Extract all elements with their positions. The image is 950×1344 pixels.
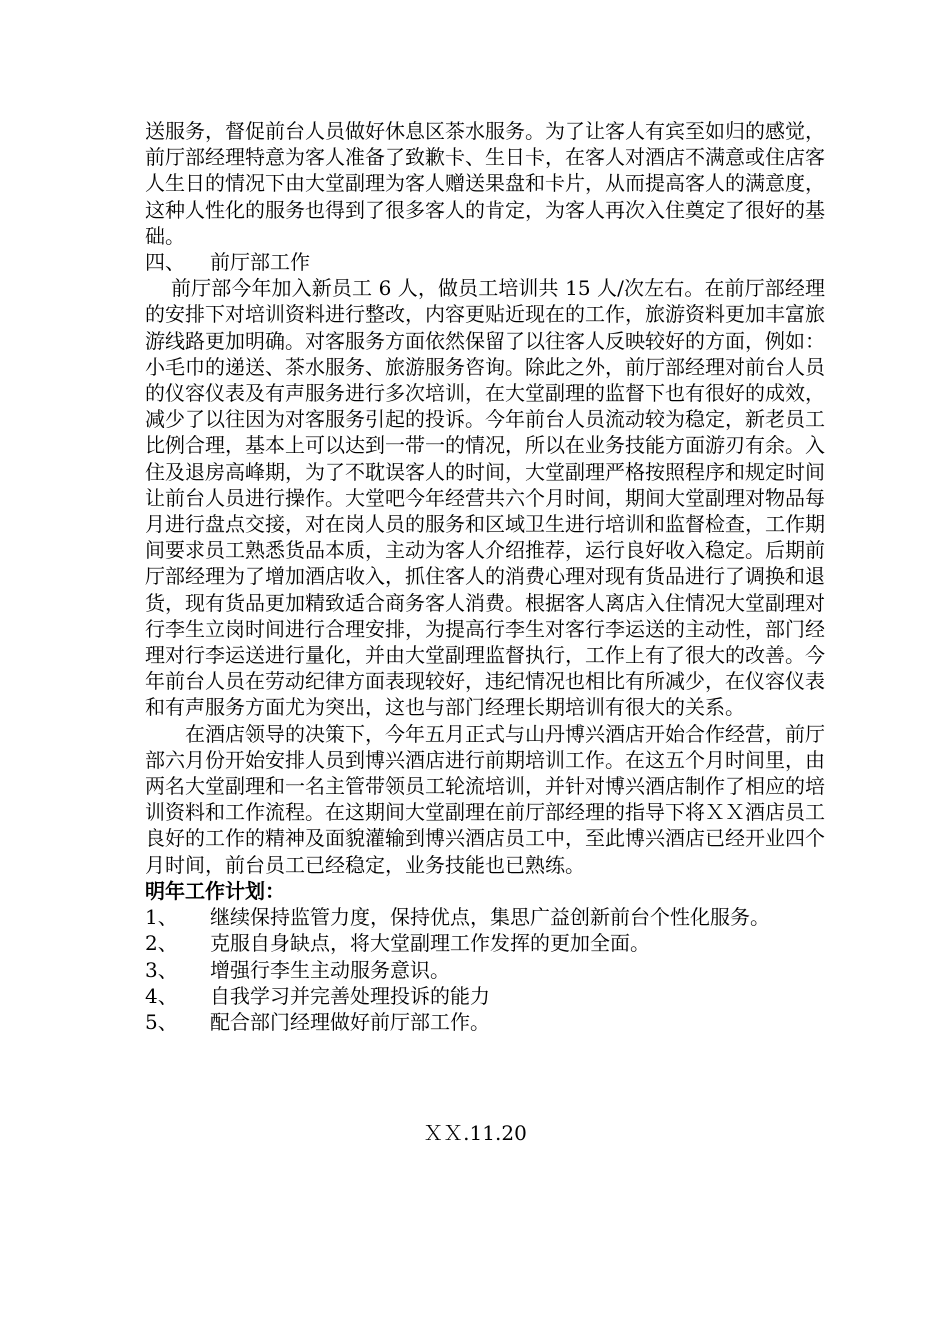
list-item-number: 1、	[145, 905, 178, 930]
list-item-text: 自我学习并完善处理投诉的能力	[210, 983, 490, 1008]
list-item-text: 克服自身缺点，将大堂副理工作发挥的更加全面。	[210, 931, 650, 956]
document-body	[145, 118, 825, 1035]
list-item-number: 3、	[145, 957, 178, 982]
section-title: 前厅部工作	[210, 250, 310, 275]
section-heading-front-office	[145, 249, 825, 275]
list-item-text: 继续保持监管力度，保持优点，集思广益创新前台个性化服务。	[210, 905, 770, 930]
paragraph-intro: 送服务，督促前台人员做好休息区茶水服务。为了让客人有宾至如归的感觉，前厅部经理特意为客人准备了致歉卡、生日卡，在客人对酒店不满意或住店客人生日的情况下由大堂副理为客人赠送果盘和卡片，从而提高客人的满意度，这种人性化的服务也得到了很多客人的肯定，为客人再次入住奠定了很好的基础。	[145, 119, 825, 248]
list-item	[145, 983, 825, 1009]
paragraph-front-office-work: 前厅部今年加入新员工 6 人，做员工培训共 15 人/次左右。在前厅部经理的安排下对培训资料进行整改，内容更贴近现在的工作，旅游资料更加丰富旅游线路更加明确。对客服务方面依然保留了以往客人反映较好的方面，例如：小毛巾的递送、茶水服务、旅游服务咨询。除此之外，前厅部经理对前台人员的仪容仪表及有声服务进行多次培训，在大堂副理的监督下也有很好的成效，减少了以往因为对客服务引起的投诉。今年前台人员流动较为稳定，新老员工比例合理，基本上可以达到一带一的情况，所以在业务技能方面游刃有余。入住及退房高峰期，为了不耽误客人的时间，大堂副理严格按照程序和规定时间让前台人员进行操作。大堂吧今年经营共六个月时间，期间大堂副理对物品每月进行盘点交接，对在岗人员的服务和区域卫生进行培训和监督检查，工作期间要求员工熟悉货品本质，主动为客人介绍推荐，运行良好收入稳定。后期前厅部经理为了增加酒店收入，抓住客人的消费心理对现有货品进行了调换和退货，现有货品更加精致适合商务客人消费。根据客人离店入住情况大堂副理对行李生立岗时间进行合理安排，为提高行李生对客行李运送的主动性，部门经理对行李运送进行量化，并由大堂副理监督执行，工作上有了很大的改善。今年前台人员在劳动纪律方面表现较好，违纪情况也相比有所减少，在仪容仪表和有声服务方面尤为突出，这也与部门经理长期培训有很大的关系。	[145, 276, 825, 720]
list-item-number: 5、	[145, 1009, 178, 1034]
list-item	[145, 930, 825, 956]
paragraph-cooperation: 在酒店领导的决策下，今年五月正式与山丹博兴酒店开始合作经营，前厅部六月份开始安排人员到博兴酒店进行前期培训工作。在这五个月时间里，由两名大堂副理和一名主管带领员工轮流培训，并针对博兴酒店制作了相应的培训资料和工作流程。在这期间大堂副理在前厅部经理的指导下将ＸＸ酒店员工良好的工作的精神及面貌灌输到博兴酒店员工中，至此博兴酒店已经开业四个月时间，前台员工已经稳定，业务技能也已熟练。	[145, 721, 825, 877]
signature-date: ＸＸ.11.20	[423, 1121, 527, 1145]
list-item-text: 配合部门经理做好前厅部工作。	[210, 1009, 490, 1034]
list-item-text: 增强行李生主动服务意识。	[210, 957, 450, 982]
list-item-number: 2、	[145, 931, 178, 956]
list-item-number: 4、	[145, 983, 178, 1008]
plan-title: 明年工作计划：	[145, 878, 285, 903]
plan-list	[145, 904, 825, 1035]
list-item	[145, 957, 825, 983]
list-item	[145, 1009, 825, 1035]
list-item	[145, 904, 825, 930]
section-number: 四、	[145, 250, 185, 275]
